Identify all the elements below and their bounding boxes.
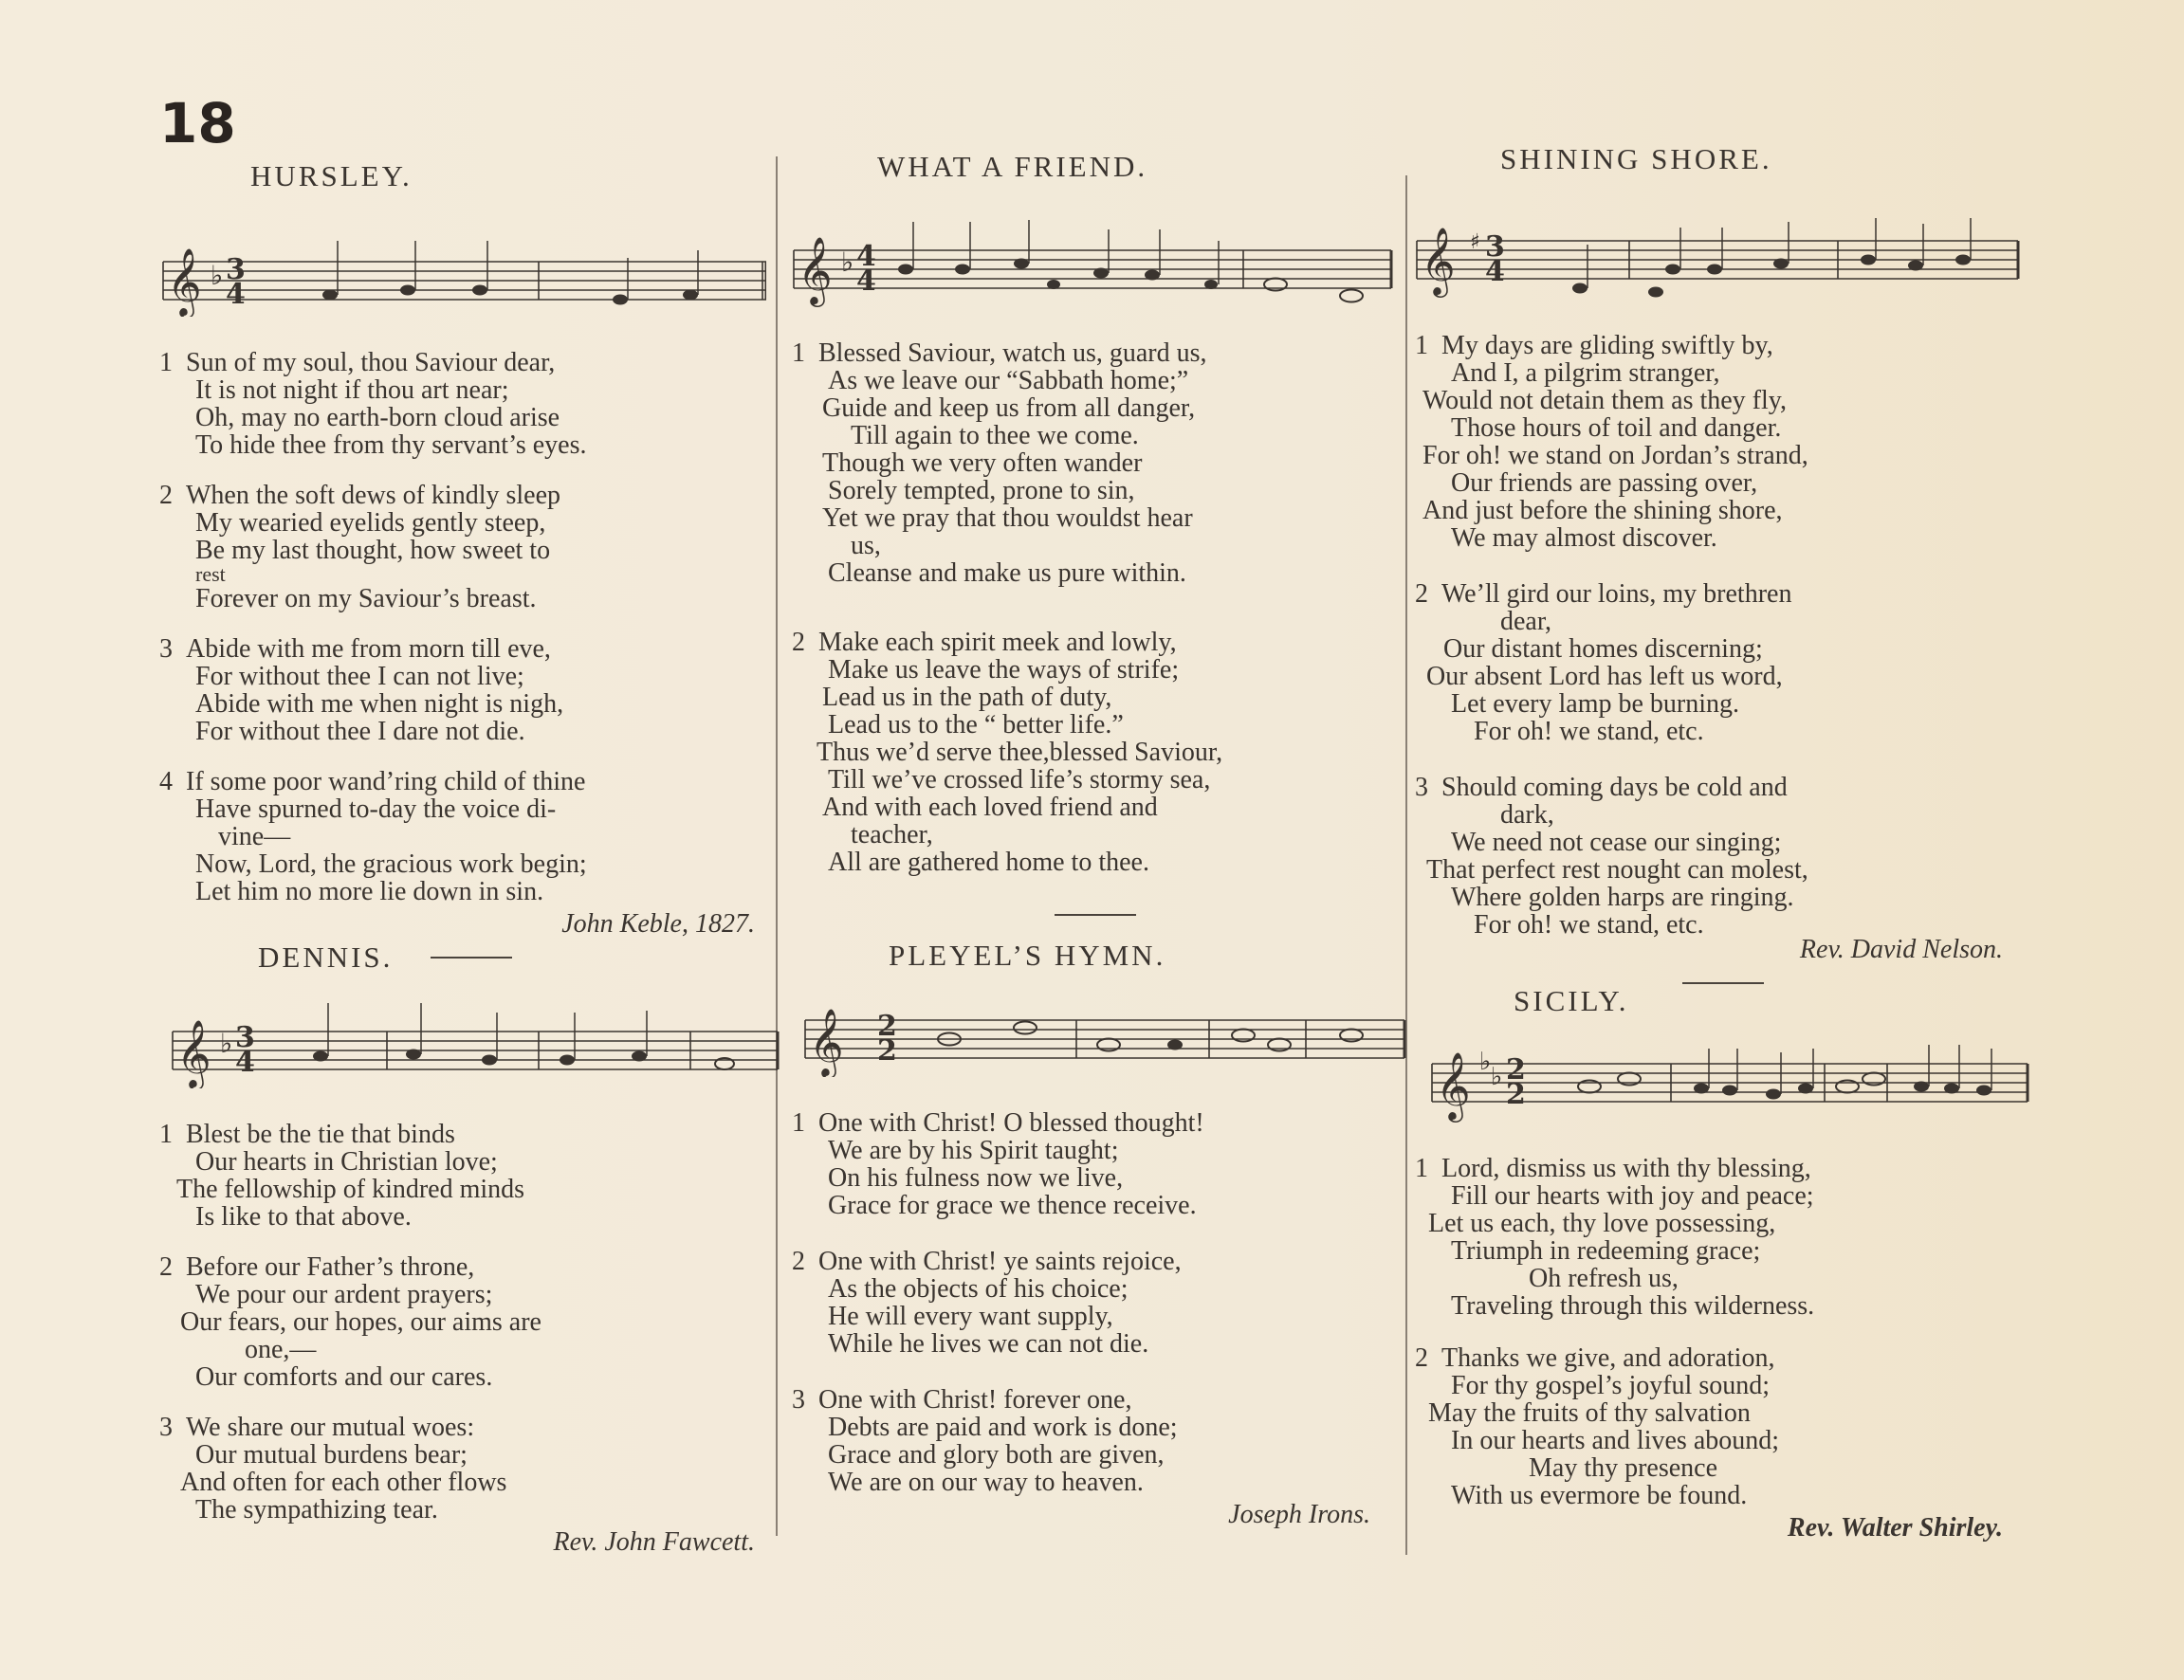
verse-line: teacher, bbox=[851, 820, 933, 849]
music-staff bbox=[792, 982, 1408, 1077]
verse-line: Cleanse and make us pure within. bbox=[828, 558, 1186, 588]
verse-line: 1 Sun of my soul, thou Saviour dear, bbox=[159, 348, 556, 377]
verse-line: 2 We’ll gird our loins, my brethren bbox=[1415, 579, 1792, 609]
verse-line: 2 Thanks we give, and adoration, bbox=[1415, 1343, 1775, 1373]
verse-line: Oh, may no earth-born cloud arise bbox=[195, 403, 560, 432]
music-staff bbox=[159, 203, 766, 317]
hymn-author: John Keble, 1827. bbox=[561, 909, 755, 939]
verse-number: 1 bbox=[159, 1120, 173, 1149]
verse-number: 2 bbox=[159, 1252, 173, 1282]
verse-line: Be my last thought, how sweet to bbox=[195, 536, 551, 565]
verse-line: Fill our hearts with joy and peace; bbox=[1451, 1181, 1814, 1211]
verse bbox=[159, 1414, 783, 1524]
verse-line: Now, Lord, the gracious work begin; bbox=[195, 849, 587, 879]
verse-number: 2 bbox=[1415, 1343, 1428, 1373]
verse-number: 3 bbox=[159, 1413, 173, 1442]
verse-line: Our comforts and our cares. bbox=[195, 1362, 493, 1392]
verse-line: rest bbox=[195, 562, 226, 586]
verse-line: Abide with me when night is nigh, bbox=[195, 689, 564, 719]
svg-text:𝄞: 𝄞 bbox=[1421, 226, 1456, 295]
section-separator bbox=[1055, 914, 1136, 916]
hymn-shining-shore bbox=[1415, 142, 2031, 1013]
verse-line: Our distant homes discerning; bbox=[1443, 634, 1763, 664]
tune-title: HURSLEY. bbox=[250, 159, 413, 192]
verse bbox=[159, 1253, 783, 1391]
verse-line: As the objects of his choice; bbox=[828, 1274, 1129, 1304]
verse-line: The fellowship of kindred minds bbox=[176, 1175, 525, 1204]
verse bbox=[159, 482, 783, 612]
svg-text:♭: ♭ bbox=[211, 260, 224, 291]
time-signature-top: 4 bbox=[856, 240, 876, 273]
verse-line: 1 Blessed Saviour, watch us, guard us, bbox=[792, 338, 1207, 368]
verse-line: Though we very often wander bbox=[822, 448, 1143, 478]
verse-line: All are gathered home to thee. bbox=[828, 848, 1149, 877]
verse-number: 2 bbox=[792, 628, 805, 657]
hymn-author: Joseph Irons. bbox=[1228, 1500, 1370, 1529]
verse-line: Till again to thee we come. bbox=[851, 421, 1139, 450]
svg-text:𝄞: 𝄞 bbox=[1436, 1050, 1471, 1120]
column-rule bbox=[1405, 175, 1407, 1555]
verse-line: Lead us in the path of duty, bbox=[822, 683, 1112, 712]
verse-line: Forever on my Saviour’s breast. bbox=[195, 584, 537, 613]
verse-line: We are by his Spirit taught; bbox=[828, 1136, 1119, 1165]
music-staff bbox=[792, 193, 1399, 307]
verse-line: 3 Should coming days be cold and bbox=[1415, 773, 1788, 802]
hymn-author: Rev. John Fawcett. bbox=[553, 1527, 755, 1557]
verse-number: 2 bbox=[1415, 579, 1428, 609]
verse-line: us, bbox=[851, 531, 881, 560]
music-staff bbox=[1415, 186, 2022, 300]
svg-text:𝄞: 𝄞 bbox=[167, 247, 202, 316]
svg-text:♯: ♯ bbox=[1470, 230, 1480, 254]
verse-line: Thus we’d serve thee,blessed Saviour, bbox=[817, 738, 1223, 767]
tune-title: DENNIS. bbox=[258, 940, 394, 974]
verse-line: For oh! we stand on Jordan’s strand, bbox=[1422, 441, 1808, 470]
verse-line: 3 We share our mutual woes: bbox=[159, 1413, 475, 1442]
verse-line: Guide and keep us from all danger, bbox=[822, 393, 1196, 423]
verse-line: And often for each other flows bbox=[180, 1468, 507, 1497]
verse-line: dark, bbox=[1500, 800, 1554, 830]
svg-text:♭: ♭ bbox=[841, 247, 854, 278]
tune-title: WHAT A FRIEND. bbox=[877, 150, 1148, 183]
time-signature-top: 3 bbox=[1485, 230, 1505, 264]
verse-line: 2 When the soft dews of kindly sleep bbox=[159, 481, 561, 510]
verse-line: 2 Before our Father’s throne, bbox=[159, 1252, 475, 1282]
verse-line: Our absent Lord has left us word, bbox=[1426, 662, 1783, 691]
verse bbox=[792, 629, 1399, 876]
verse-line: For thy gospel’s joyful sound; bbox=[1451, 1371, 1771, 1400]
verse-line: vine— bbox=[218, 822, 291, 851]
hymn-hursley bbox=[159, 159, 783, 987]
verse-number: 3 bbox=[159, 634, 173, 664]
time-signature-top: 3 bbox=[226, 253, 246, 286]
verse bbox=[792, 1109, 1399, 1219]
verse-line: Make us leave the ways of strife; bbox=[828, 655, 1180, 685]
verse-line: Lead us to the “ better life.” bbox=[828, 710, 1124, 740]
time-signature-top: 3 bbox=[235, 1021, 255, 1054]
svg-text:♭: ♭ bbox=[1479, 1048, 1492, 1076]
verse-line: While he lives we can not die. bbox=[828, 1329, 1149, 1359]
verse-line: Our hearts in Christian love; bbox=[195, 1147, 498, 1177]
verse bbox=[1415, 332, 2031, 552]
time-signature-top: 2 bbox=[877, 1010, 897, 1043]
tune-title: SHINING SHORE. bbox=[1500, 142, 1772, 175]
verse-line: In our hearts and lives abound; bbox=[1451, 1426, 1780, 1455]
verse bbox=[159, 1121, 783, 1231]
verse-number: 1 bbox=[1415, 1154, 1428, 1183]
page-number: 18 bbox=[159, 91, 236, 155]
time-signature-top: 2 bbox=[1506, 1053, 1526, 1087]
verse bbox=[159, 349, 783, 459]
hymn-author: Rev. David Nelson. bbox=[1799, 935, 2003, 964]
verse-line: The sympathizing tear. bbox=[195, 1495, 438, 1525]
hymn-what-a-friend bbox=[792, 150, 1399, 944]
verse bbox=[792, 339, 1399, 587]
verse bbox=[159, 635, 783, 745]
verse-line: For oh! we stand, etc. bbox=[1474, 717, 1704, 746]
tune-title: SICILY. bbox=[1514, 984, 1629, 1017]
verse-number: 1 bbox=[159, 348, 173, 377]
verse-line: And I, a pilgrim stranger, bbox=[1451, 358, 1720, 388]
hymn-sicily bbox=[1415, 984, 2031, 1543]
time-signature-bottom: 2 bbox=[1506, 1078, 1526, 1111]
verse-line: On his fulness now we live, bbox=[828, 1163, 1124, 1193]
verse-line: 1 My days are gliding swiftly by, bbox=[1415, 331, 1773, 360]
svg-text:𝄞: 𝄞 bbox=[798, 235, 833, 304]
verse-line: Our fears, our hopes, our aims are bbox=[180, 1307, 541, 1337]
verse-line: one,— bbox=[245, 1335, 317, 1364]
verse-line: As we leave our “Sabbath home;” bbox=[828, 366, 1189, 395]
verse-line: Grace for grace we thence receive. bbox=[828, 1191, 1197, 1220]
svg-text:♭: ♭ bbox=[1491, 1063, 1503, 1091]
verse-line: 1 One with Christ! O blessed thought! bbox=[792, 1108, 1204, 1138]
verse-line: For oh! we stand, etc. bbox=[1474, 910, 1704, 940]
verse-line: Those hours of toil and danger. bbox=[1451, 413, 1782, 443]
music-staff bbox=[1415, 1028, 2031, 1123]
verse-number: 1 bbox=[792, 338, 805, 368]
verse-line: Let us each, thy love possessing, bbox=[1428, 1209, 1776, 1238]
verse-line: 1 Blest be the tie that binds bbox=[159, 1120, 455, 1149]
verse-number: 3 bbox=[1415, 773, 1428, 802]
verse-line: Let every lamp be burning. bbox=[1451, 689, 1740, 719]
verse-line: We need not cease our singing; bbox=[1451, 828, 1782, 857]
verse-line: Yet we pray that thou wouldst hear bbox=[822, 503, 1193, 533]
verse-line: Have spurned to-day the voice di- bbox=[195, 794, 557, 824]
verse-line: Would not detain them as they fly, bbox=[1422, 386, 1787, 415]
verse-line: dear, bbox=[1500, 607, 1552, 636]
verse-line: 4 If some poor wand’ring child of thine bbox=[159, 767, 586, 796]
verse-line: He will every want supply, bbox=[828, 1302, 1113, 1331]
verse-line: Grace and glory both are given, bbox=[828, 1440, 1165, 1470]
verse-line: Is like to that above. bbox=[195, 1202, 412, 1232]
verse-line: My wearied eyelids gently steep, bbox=[195, 508, 546, 538]
verse-number: 1 bbox=[1415, 331, 1428, 360]
time-signature-bottom: 4 bbox=[235, 1046, 255, 1079]
verse-line: Triumph in redeeming grace; bbox=[1451, 1236, 1761, 1266]
hymn-author: Rev. Walter Shirley. bbox=[1787, 1513, 2003, 1543]
verse-number: 1 bbox=[792, 1108, 805, 1138]
verse-line: Where golden harps are ringing. bbox=[1451, 883, 1794, 912]
verse-line: We may almost discover. bbox=[1451, 523, 1717, 553]
verse bbox=[1415, 1344, 2031, 1509]
verse-line: Let him no more lie down in sin. bbox=[195, 877, 544, 906]
verse-number: 2 bbox=[792, 1247, 805, 1276]
verse bbox=[159, 768, 783, 905]
verse bbox=[1415, 580, 2031, 745]
verse-line: For without thee I can not live; bbox=[195, 662, 524, 691]
verse bbox=[1415, 1155, 2031, 1320]
verse-line: And just before the shining shore, bbox=[1422, 496, 1783, 525]
verse-line: Our friends are passing over, bbox=[1451, 468, 1758, 498]
verse-line: 2 One with Christ! ye saints rejoice, bbox=[792, 1247, 1182, 1276]
svg-text:♭: ♭ bbox=[220, 1028, 233, 1059]
verse bbox=[792, 1248, 1399, 1358]
svg-text:𝄞: 𝄞 bbox=[176, 1018, 211, 1087]
verse-line: 1 Lord, dismiss us with thy blessing, bbox=[1415, 1154, 1811, 1183]
verse-line: To hide thee from thy servant’s eyes. bbox=[195, 430, 587, 460]
verse-line: Till we’ve crossed life’s stormy sea, bbox=[828, 765, 1211, 794]
verse-line: With us evermore be found. bbox=[1451, 1481, 1748, 1510]
verse-line: Oh refresh us, bbox=[1529, 1264, 1679, 1293]
verse-number: 2 bbox=[159, 481, 173, 510]
verse bbox=[1415, 774, 2031, 939]
time-signature-bottom: 4 bbox=[226, 278, 246, 311]
hymn-dennis bbox=[159, 940, 783, 1558]
verse-line: Our mutual burdens bear; bbox=[195, 1440, 468, 1470]
music-staff bbox=[159, 984, 785, 1088]
svg-text:𝄞: 𝄞 bbox=[809, 1007, 844, 1076]
verse-line: 3 Abide with me from morn till eve, bbox=[159, 634, 551, 664]
verse-line: May thy presence bbox=[1529, 1453, 1718, 1483]
verse-line: Traveling through this wilderness. bbox=[1451, 1291, 1815, 1321]
verse-number: 3 bbox=[792, 1385, 805, 1415]
verse-line: And with each loved friend and bbox=[822, 793, 1158, 822]
verse-number: 4 bbox=[159, 767, 173, 796]
verse-line: That perfect rest nought can molest, bbox=[1426, 855, 1808, 885]
time-signature-bottom: 2 bbox=[877, 1034, 897, 1068]
verse-line: 3 One with Christ! forever one, bbox=[792, 1385, 1132, 1415]
verse-line: Debts are paid and work is done; bbox=[828, 1413, 1178, 1442]
time-signature-bottom: 4 bbox=[1485, 255, 1505, 288]
verse-line: 2 Make each spirit meek and lowly, bbox=[792, 628, 1177, 657]
verse-line: May the fruits of thy salvation bbox=[1428, 1398, 1751, 1428]
verse-line: It is not night if thou art near; bbox=[195, 375, 509, 405]
hymn-pleyels bbox=[792, 939, 1399, 1530]
verse-line: Sorely tempted, prone to sin, bbox=[828, 476, 1135, 505]
verse-line: We are on our way to heaven. bbox=[828, 1468, 1144, 1497]
tune-title: PLEYEL’S HYMN. bbox=[889, 939, 1166, 972]
verse-line: For without thee I dare not die. bbox=[195, 717, 525, 746]
verse bbox=[792, 1386, 1399, 1496]
verse-line: We pour our ardent prayers; bbox=[195, 1280, 493, 1309]
time-signature-bottom: 4 bbox=[856, 265, 876, 298]
